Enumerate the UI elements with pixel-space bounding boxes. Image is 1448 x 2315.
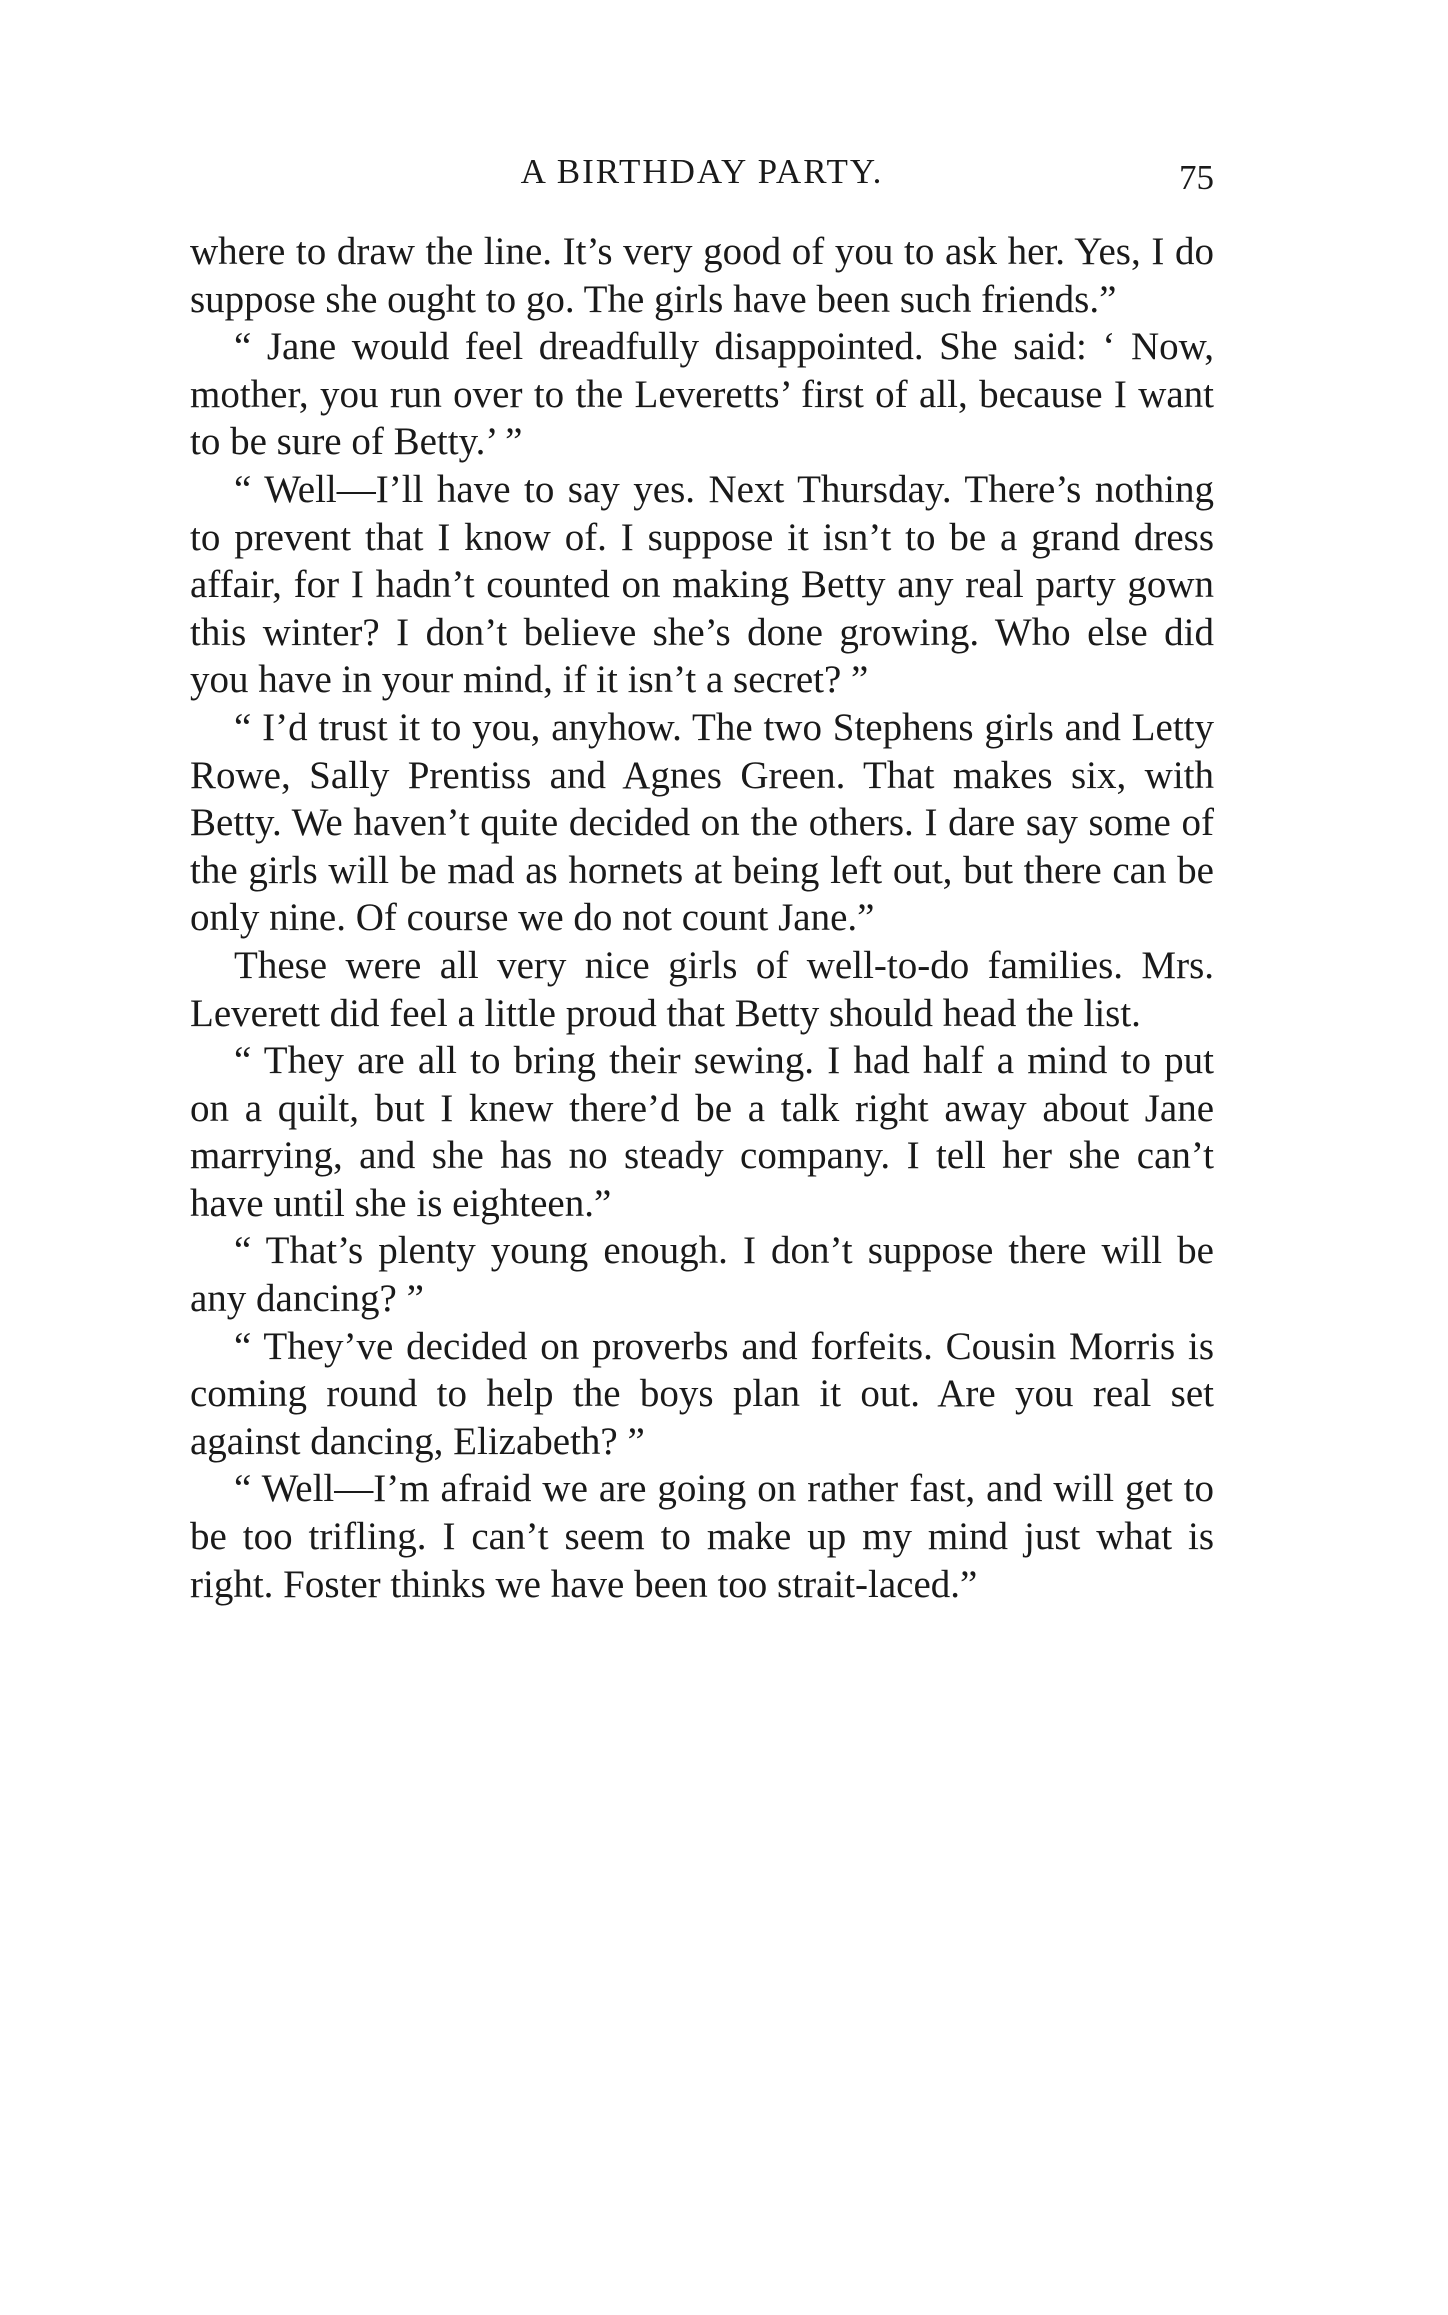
paragraph-5: These were all very nice girls of well-to-do families. Mrs. Leverett did feel a little proud that Betty should head the list.: [190, 943, 1214, 1035]
paragraph-2: “ Jane would feel dreadfully disappointed. She said: ‘ Now, mother, you run over to the Leveretts’ first of all, because I want to be sure of Betty.’ ”: [190, 325, 1214, 464]
paragraph-1: where to draw the line. It’s very good of you to ask her. Yes, I do suppose she ought to go. The girls have been such friends.”: [190, 230, 1214, 321]
running-title: A BIRTHDAY PARTY.: [520, 152, 884, 191]
paragraph-6: “ They are all to bring their sewing. I had half a mind to put on a quilt, but I knew there’d be a talk right away about Jane marrying, and she has no steady company. I tell her she can’t have until she is eighteen.”: [190, 1039, 1214, 1225]
page-number: 75: [1179, 158, 1214, 197]
paragraph-8: “ They’ve decided on proverbs and forfeits. Cousin Morris is coming round to help the boys plan it out. Are you real set against dancing, Elizabeth? ”: [190, 1324, 1214, 1463]
paragraph-9: “ Well—I’m afraid we are going on rather fast, and will get to be too trifling. I can’t seem to make up my mind just what is right. Foster thinks we have been too strait-laced.”: [190, 1467, 1214, 1606]
paragraph-3: “ Well—I’ll have to say yes. Next Thursday. There’s nothing to prevent that I know of. I suppose it isn’t to be a grand dress affair, for I hadn’t counted on making Betty any real party gown this winter? I don’t believe she’s done growing. Who else did you have in your mind, if it isn’t a secret? ”: [190, 467, 1214, 702]
running-head: [190, 148, 1214, 208]
paragraph-4: “ I’d trust it to you, anyhow. The two Stephens girls and Letty Rowe, Sally Prentiss and Agnes Green. That makes six, with Betty. We haven’t quite decided on the others. I dare say some of the girls will be mad as hornets at being left out, but there can be only nine. Of course we do not count Jane.”: [190, 705, 1214, 940]
paragraph-7: “ That’s plenty young enough. I don’t suppose there will be any dancing? ”: [190, 1229, 1214, 1321]
body-text: [190, 228, 1214, 1608]
